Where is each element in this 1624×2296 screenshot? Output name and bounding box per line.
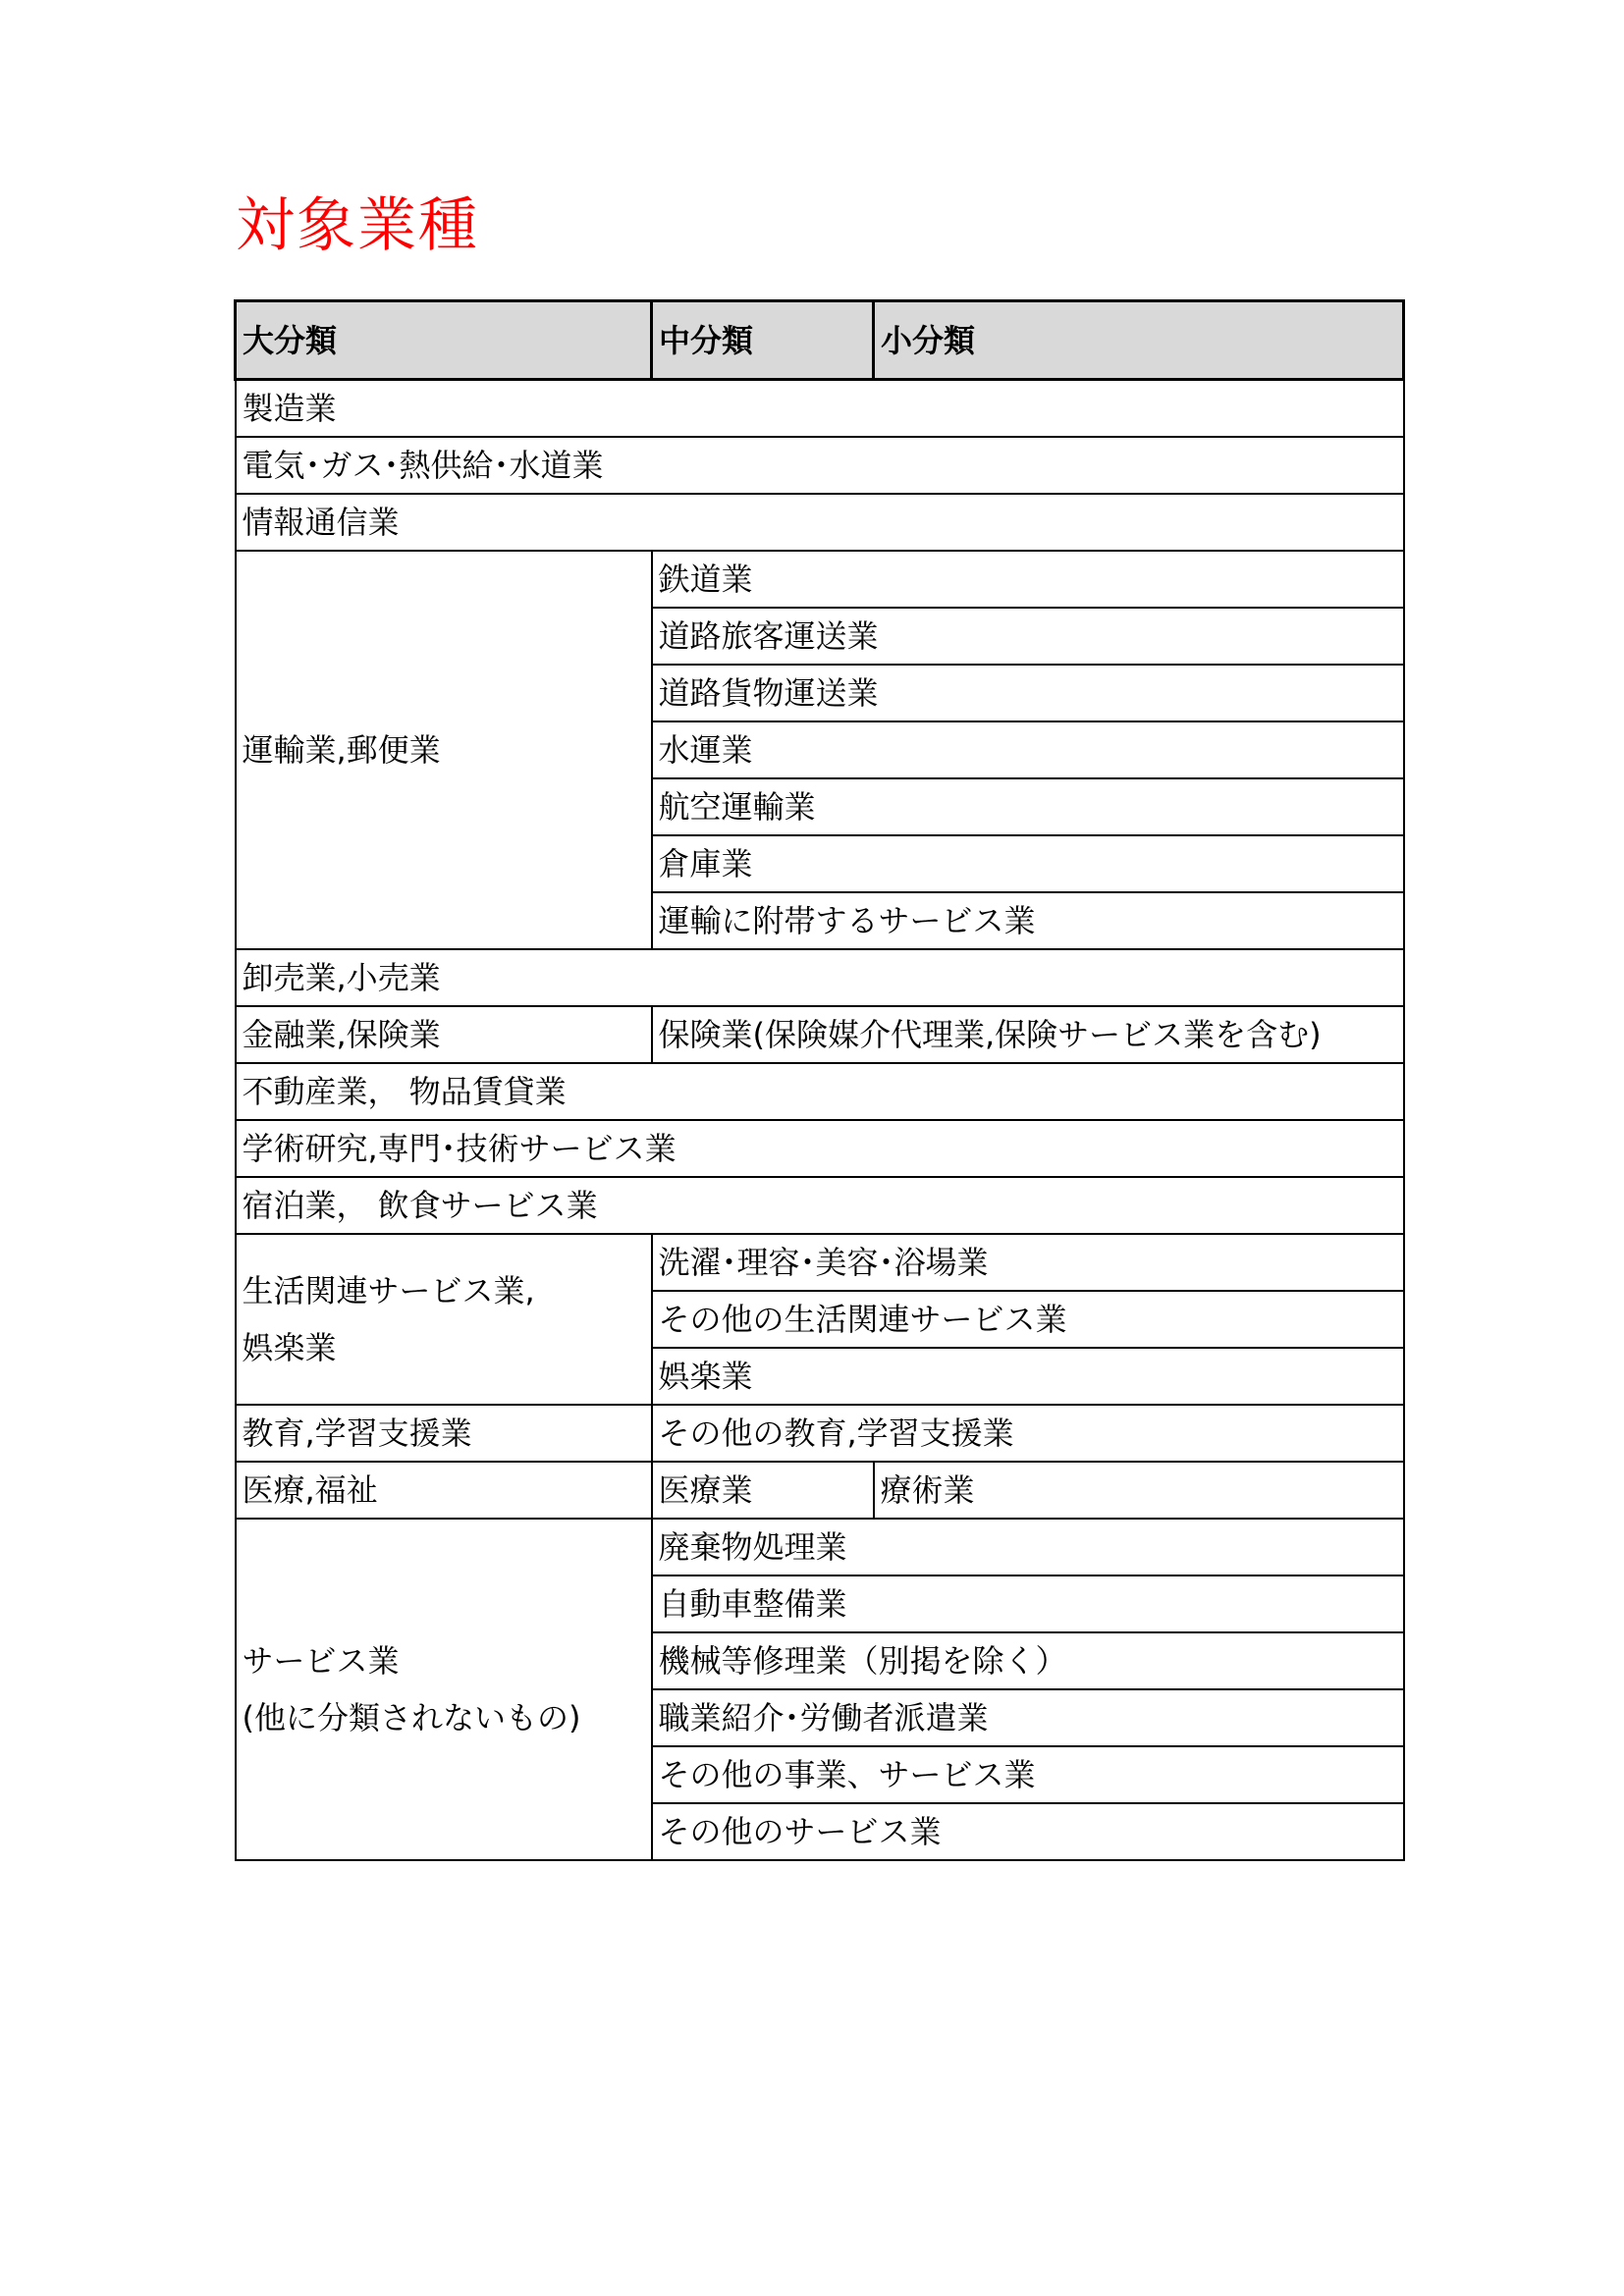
row-ict: 情報通信業 [236, 494, 1404, 551]
services-item: 廃棄物処理業 [652, 1519, 1404, 1575]
row-utilities: 電気･ガス･熱供給･水道業 [236, 437, 1404, 494]
table-row [236, 1405, 1404, 1462]
transport-item: 道路旅客運送業 [652, 608, 1404, 665]
table-row [236, 494, 1404, 551]
living-item: その他の生活関連サービス業 [652, 1291, 1404, 1348]
table-row [236, 1006, 1404, 1063]
finance-item: 保険業(保険媒介代理業,保険サービス業を含む) [652, 1006, 1404, 1063]
header-small-category: 小分類 [874, 301, 1404, 380]
transport-item: 運輸に附帯するサービス業 [652, 892, 1404, 949]
table-row [236, 1519, 1404, 1575]
services-item: その他のサービス業 [652, 1803, 1404, 1860]
table-header-row [236, 301, 1404, 380]
row-living-large [236, 1234, 652, 1405]
table-row [236, 380, 1404, 438]
living-item: 洗濯･理容･美容･浴場業 [652, 1234, 1404, 1291]
header-medium-category: 中分類 [652, 301, 874, 380]
education-item: その他の教育,学習支援業 [652, 1405, 1404, 1462]
services-item: 機械等修理業（別掲を除く） [652, 1632, 1404, 1689]
table-row [236, 1234, 1404, 1291]
medical-medium: 医療業 [652, 1462, 874, 1519]
row-trade: 卸売業,小売業 [236, 949, 1404, 1006]
row-medical-large: 医療,福祉 [236, 1462, 652, 1519]
industry-table [234, 299, 1405, 1861]
row-finance-large: 金融業,保険業 [236, 1006, 652, 1063]
row-lodging: 宿泊業， 飲食サービス業 [236, 1177, 1404, 1234]
table-row [236, 1177, 1404, 1234]
services-large-line2: (他に分類されないもの) [242, 1699, 581, 1736]
services-large-line1: サービス業 [242, 1642, 400, 1680]
table-row [236, 949, 1404, 1006]
living-large-line2: 娯楽業 [242, 1329, 337, 1366]
table-row [236, 437, 1404, 494]
transport-item: 水運業 [652, 721, 1404, 778]
row-realestate: 不動産業， 物品賃貸業 [236, 1063, 1404, 1120]
transport-item: 道路貨物運送業 [652, 665, 1404, 721]
table-row [236, 1063, 1404, 1120]
table-row [236, 1462, 1404, 1519]
table-row [236, 1120, 1404, 1177]
row-services-large [236, 1519, 652, 1860]
living-item: 娯楽業 [652, 1348, 1404, 1405]
page-title: 対象業種 [236, 191, 479, 260]
row-manufacturing: 製造業 [236, 380, 1404, 438]
row-research: 学術研究,専門･技術サービス業 [236, 1120, 1404, 1177]
living-large-line1: 生活関連サービス業, [242, 1272, 535, 1309]
services-item: 職業紹介･労働者派遣業 [652, 1689, 1404, 1746]
table-row [236, 551, 1404, 608]
services-item: 自動車整備業 [652, 1575, 1404, 1632]
services-item: その他の事業、サービス業 [652, 1746, 1404, 1803]
medical-small: 療術業 [874, 1462, 1404, 1519]
header-large-category: 大分類 [236, 301, 652, 380]
transport-item: 航空運輸業 [652, 778, 1404, 835]
transport-item: 鉄道業 [652, 551, 1404, 608]
transport-item: 倉庫業 [652, 835, 1404, 892]
row-education-large: 教育,学習支援業 [236, 1405, 652, 1462]
row-transport-large: 運輸業,郵便業 [236, 551, 652, 949]
